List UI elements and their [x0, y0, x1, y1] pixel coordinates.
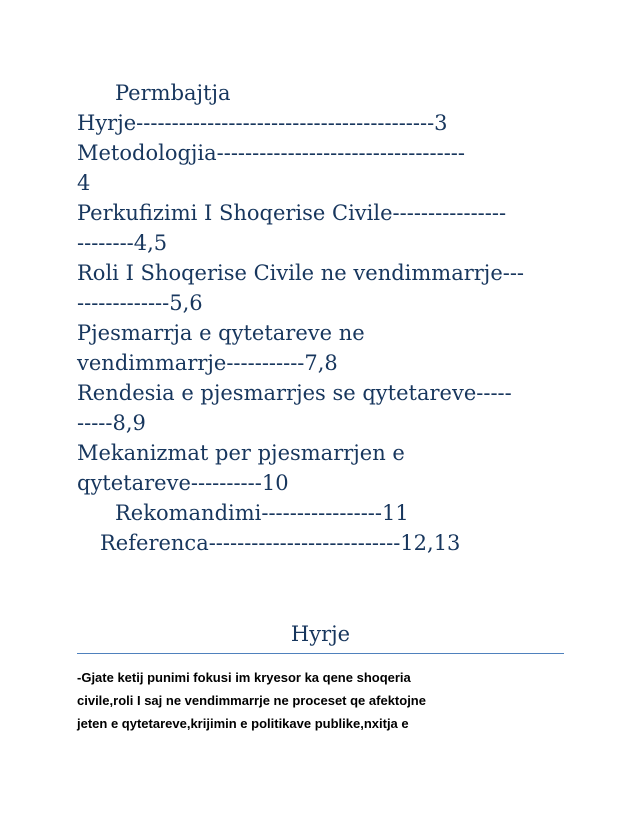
toc-line-perkufizimi: Perkufizimi I Shoqerise Civile---------------- [77, 201, 507, 225]
toc-line-rekomandimi: Rekomandimi-----------------11 [115, 501, 409, 525]
section-heading: Hyrje [290, 622, 351, 646]
toc-line-rendesia-page: -----8,9 [77, 411, 146, 435]
toc-line-pjesmarrja-page: vendimmarrje-----------7,8 [77, 351, 338, 375]
toc-line-metodologjia: Metodologjia----------------------------------- [77, 141, 465, 165]
body-paragraph [77, 666, 564, 735]
heading-divider [77, 653, 564, 654]
toc-line-metodologjia-page: 4 [77, 171, 91, 195]
toc-line-pjesmarrja: Pjesmarrja e qytetareve ne [77, 321, 365, 345]
toc-title: Permbajtja [115, 81, 231, 105]
body-line: -Gjate ketij punimi fokusi im kryesor ka qene shoqeria [77, 670, 411, 685]
toc-line-roli-page: -------------5,6 [77, 291, 203, 315]
toc-line-mekanizmat-page: qytetareve----------10 [77, 471, 289, 495]
toc-line-rendesia: Rendesia e pjesmarrjes se qytetareve----- [77, 381, 512, 405]
table-of-contents [77, 78, 577, 558]
toc-line-perkufizimi-page: --------4,5 [77, 231, 168, 255]
body-line: jeten e qytetareve,krijimin e politikave publike,nxitja e [77, 716, 409, 731]
toc-line-roli: Roli I Shoqerise Civile ne vendimmarrje--- [77, 261, 525, 285]
toc-line-mekanizmat: Mekanizmat per pjesmarrjen e [77, 441, 405, 465]
body-line: civile,roli I saj ne vendimmarrje ne proceset qe afektojne [77, 693, 426, 708]
toc-line-referenca: Referenca---------------------------12,13 [100, 531, 461, 555]
toc-line-hyrje: Hyrje------------------------------------------3 [77, 111, 448, 135]
